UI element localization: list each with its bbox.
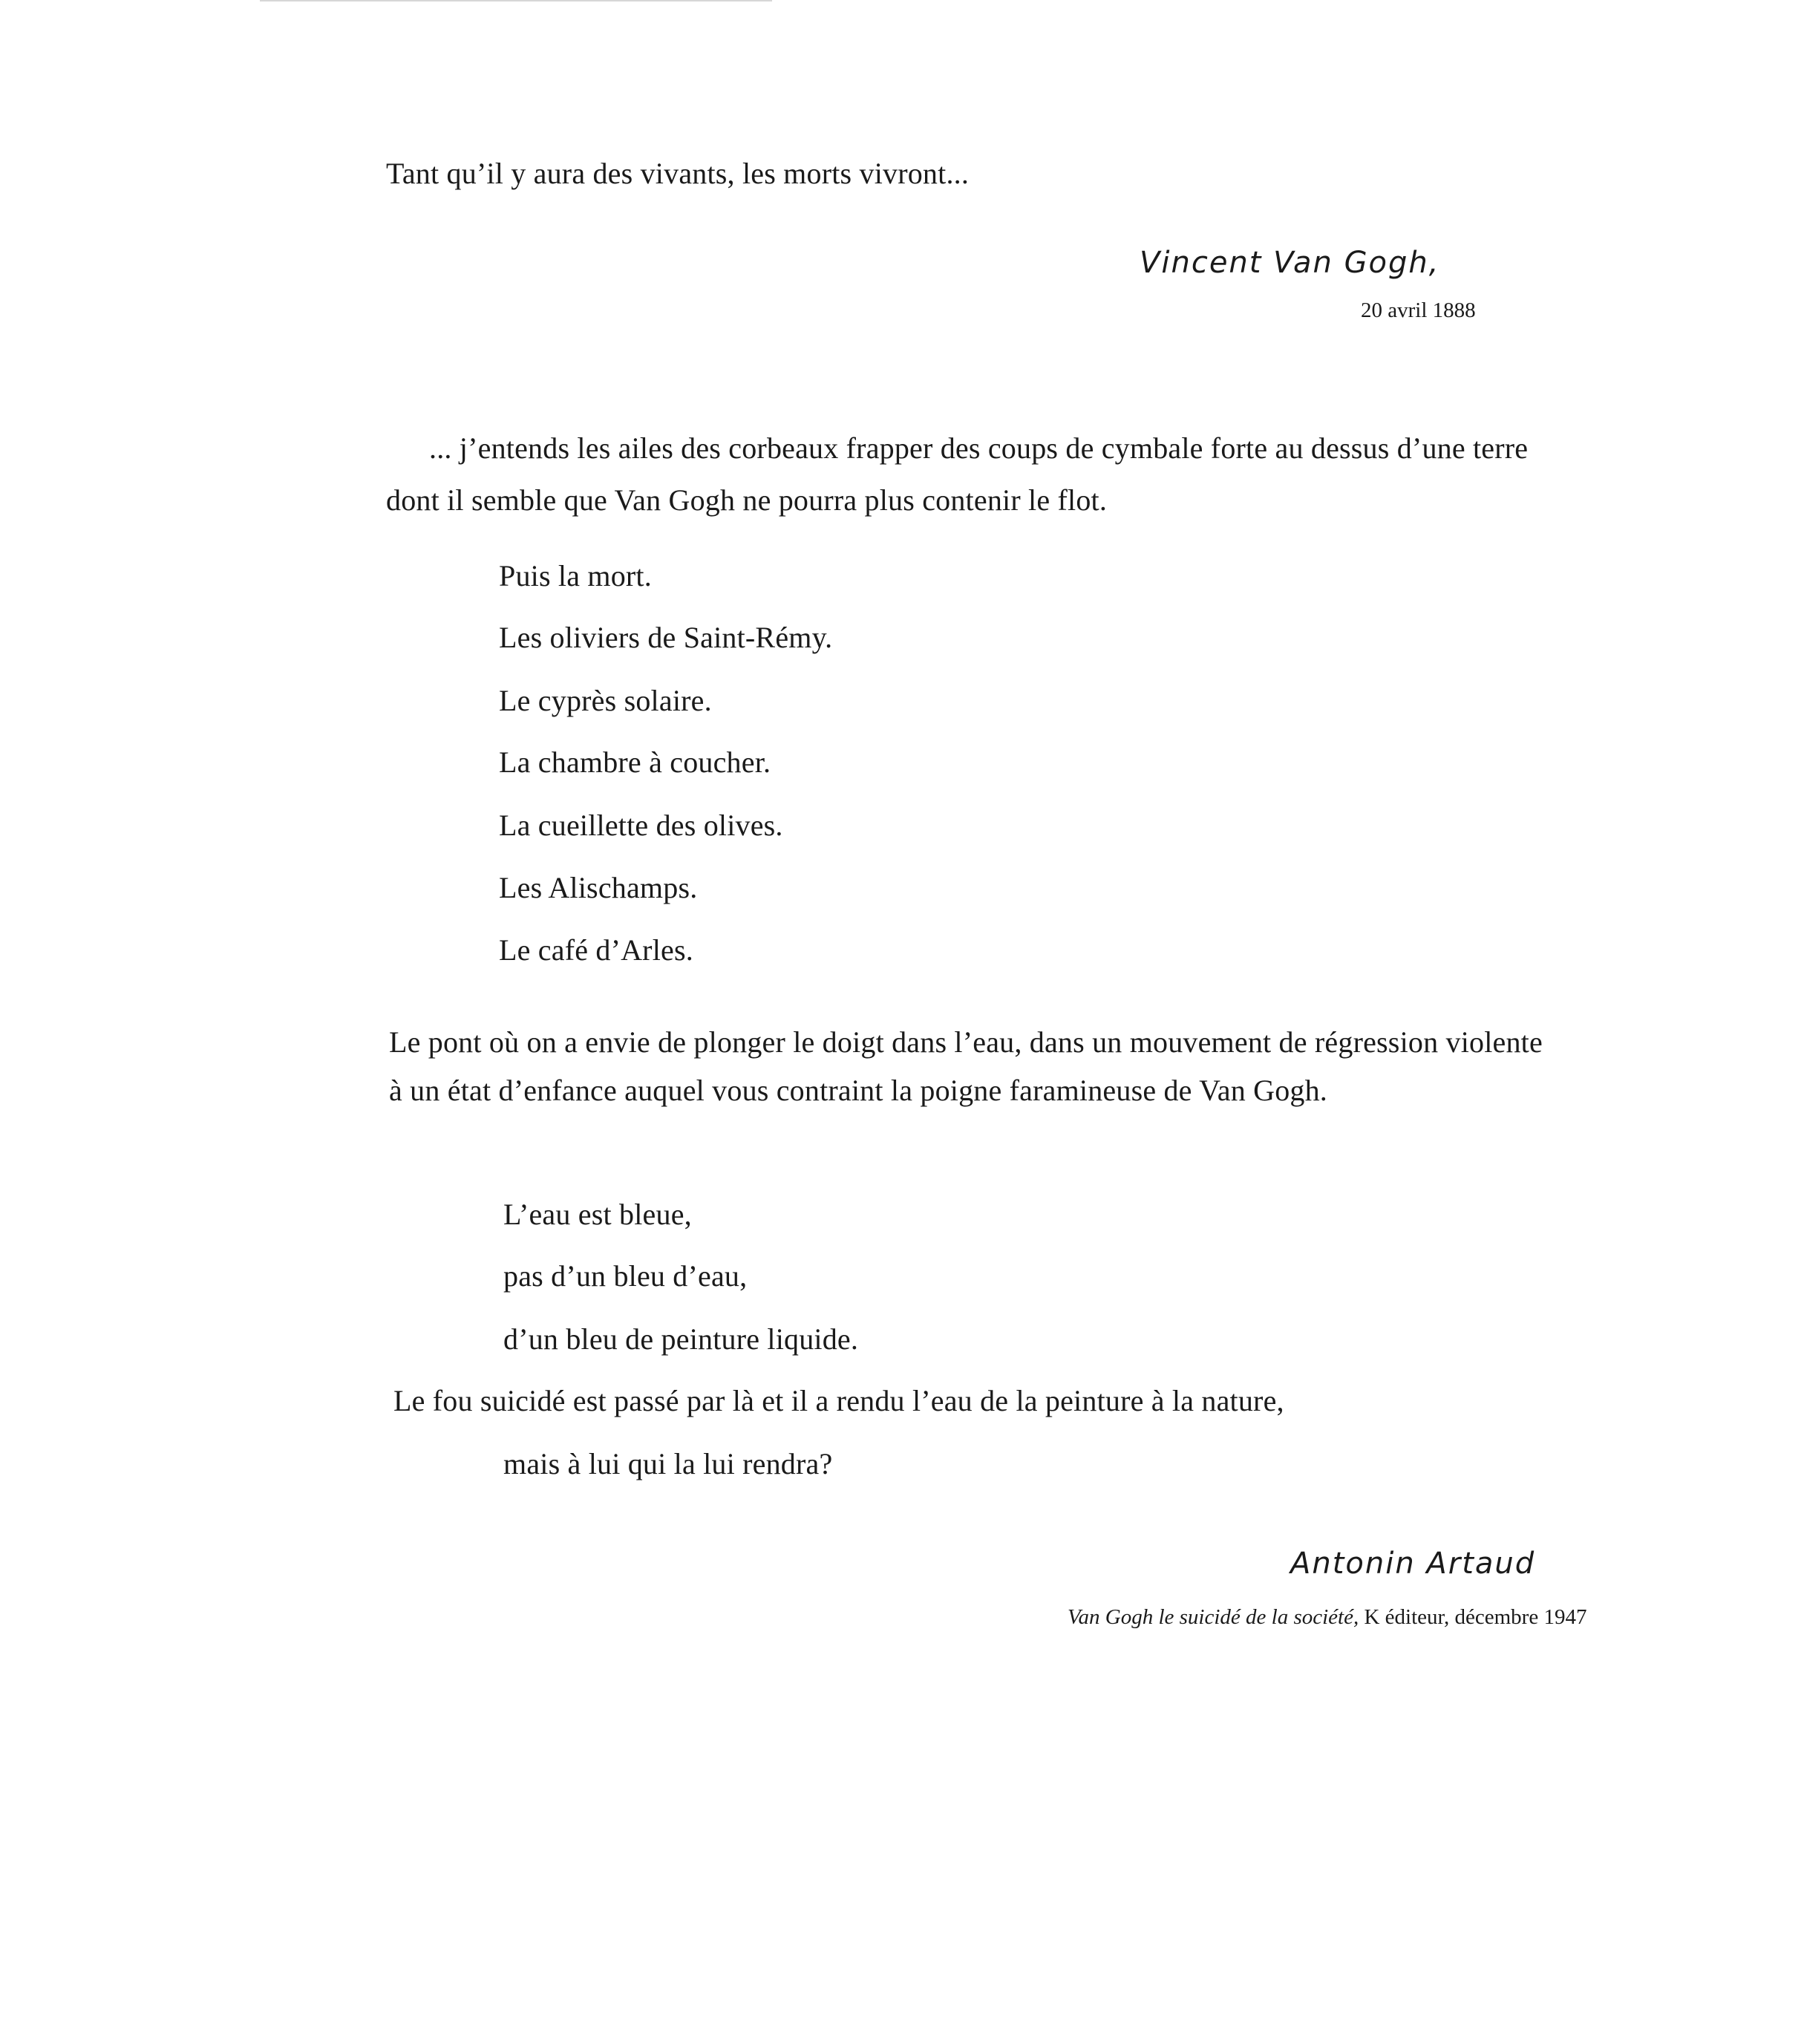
verse-line-1: L’eau est bleue,	[503, 1198, 692, 1231]
paragraph-2-line-2: à un état d’enfance auquel vous contraint la poigne faramineuse de Van Gogh.	[389, 1074, 1328, 1107]
list-item: La cueillette des olives.	[499, 809, 783, 842]
author-signature: Antonin Artaud	[1290, 1547, 1536, 1581]
list-item: La chambre à coucher.	[499, 745, 771, 779]
verse-line-3: d’un bleu de peinture liquide.	[503, 1322, 859, 1356]
epigraph-text: Tant qu’il y aura des vivants, les morts vivront...	[386, 157, 970, 190]
list-item: Le café d’Arles.	[499, 933, 693, 967]
list-item: Les Alischamps.	[499, 871, 698, 904]
paragraph-2-line-1: Le pont où on a envie de plonger le doigt dans l’eau, dans un mouvement de régression violente	[389, 1025, 1543, 1059]
source-title: Van Gogh le suicidé de la société,	[1068, 1605, 1359, 1629]
source-citation	[1068, 1604, 1586, 1630]
paragraph-1-line-1: ... j’entends les ailes des corbeaux frapper des coups de cymbale forte au dessus d’une terre	[429, 431, 1529, 465]
source-publisher: K éditeur, décembre 1947	[1359, 1605, 1587, 1629]
verse-line-5: mais à lui qui la lui rendra?	[503, 1447, 833, 1480]
list-item: Puis la mort.	[499, 559, 652, 592]
verse-line-4: Le fou suicidé est passé par là et il a rendu l’eau de la peinture à la nature,	[393, 1384, 1284, 1417]
list-item: Les oliviers de Saint-Rémy.	[499, 621, 833, 654]
paragraph-1-line-2: dont il semble que Van Gogh ne pourra plus contenir le flot.	[386, 483, 1108, 517]
top-scan-rule	[260, 0, 772, 1]
verse-line-2: pas d’un bleu d’eau,	[503, 1259, 748, 1293]
epigraph-author-signature: Vincent Van Gogh,	[1140, 246, 1440, 280]
epigraph-date: 20 avril 1888	[1361, 298, 1476, 322]
list-item: Le cyprès solaire.	[499, 684, 712, 717]
